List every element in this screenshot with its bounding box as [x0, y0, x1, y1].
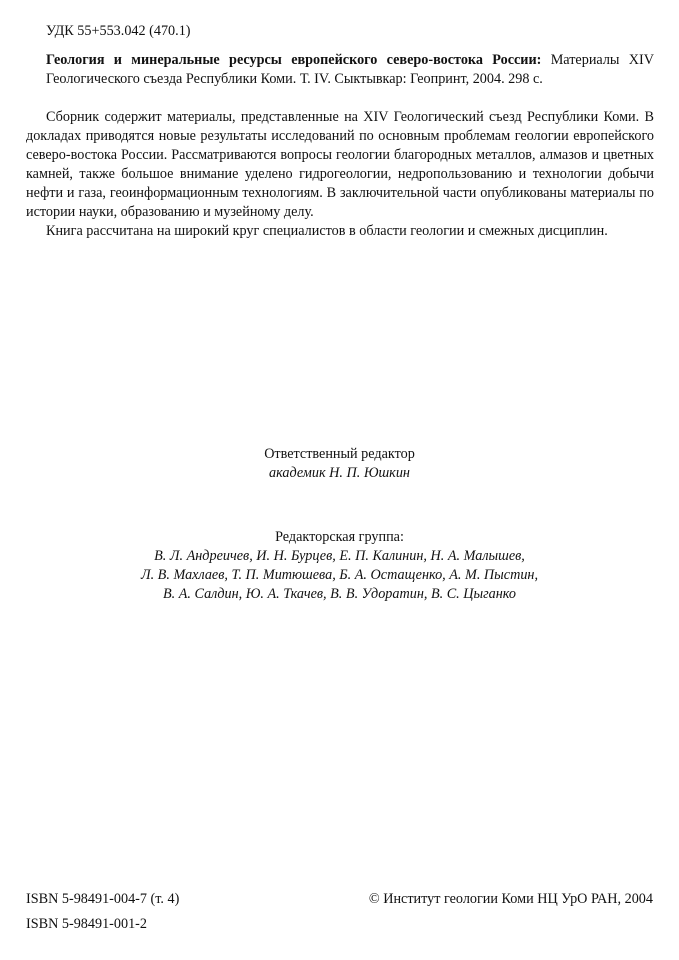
editorial-group-label: Редакторская группа:	[275, 529, 404, 545]
isbn-block	[26, 887, 179, 937]
audience-paragraph: Книга рассчитана на широкий круг специалистов в области геологии и смежных дисциплин.	[46, 223, 608, 239]
copyright-notice: © Институт геологии Коми НЦ УрО РАН, 2004	[368, 891, 653, 907]
responsible-editor-block	[0, 445, 679, 483]
editorial-group-line: Л. В. Махлаев, Т. П. Митюшева, Б. А. Остащенко, А. М. Пыстин,	[140, 567, 539, 583]
editorial-group-block	[0, 528, 679, 604]
citation-details: Материалы XIV Геологического съезда Республики Коми. Т. IV. Сыктывкар: Геопринт, 2004. 298 с.	[46, 52, 654, 87]
udk-code: УДК 55+553.042 (470.1)	[46, 23, 191, 39]
editorial-group-line: В. А. Салдин, Ю. А. Ткачев, В. В. Удоратин, В. С. Цыганко	[163, 586, 516, 602]
abstract	[26, 108, 654, 241]
responsible-editor-label: Ответственный редактор	[264, 446, 415, 462]
book-title: Геология и минеральные ресурсы европейского северо-востока России:	[46, 52, 542, 68]
bibliographic-citation	[46, 51, 654, 89]
isbn-series: ISBN 5-98491-001-2	[26, 916, 147, 932]
responsible-editor-name: академик Н. П. Юшкин	[269, 465, 410, 481]
editorial-group-line: В. Л. Андреичев, И. Н. Бурцев, Е. П. Калинин, Н. А. Малышев,	[154, 548, 525, 564]
isbn-volume: ISBN 5-98491-004-7 (т. 4)	[26, 891, 180, 907]
abstract-paragraph: Сборник содержит материалы, представленные на XIV Геологический съезд Республики Коми. В докладах приводятся новые результаты исследований по основным проблемам геологии европейского северо-востока России. Рассматриваются вопросы геологии благородных металлов, алмазов и цветных камней, также большое внимание уделено гидрогеологии, недропользованию и технологии добычи нефти и газа, геоинформационным технологиям. В заключительной части опубликованы материалы по истории науки, образованию и музейному делу.	[26, 109, 654, 220]
